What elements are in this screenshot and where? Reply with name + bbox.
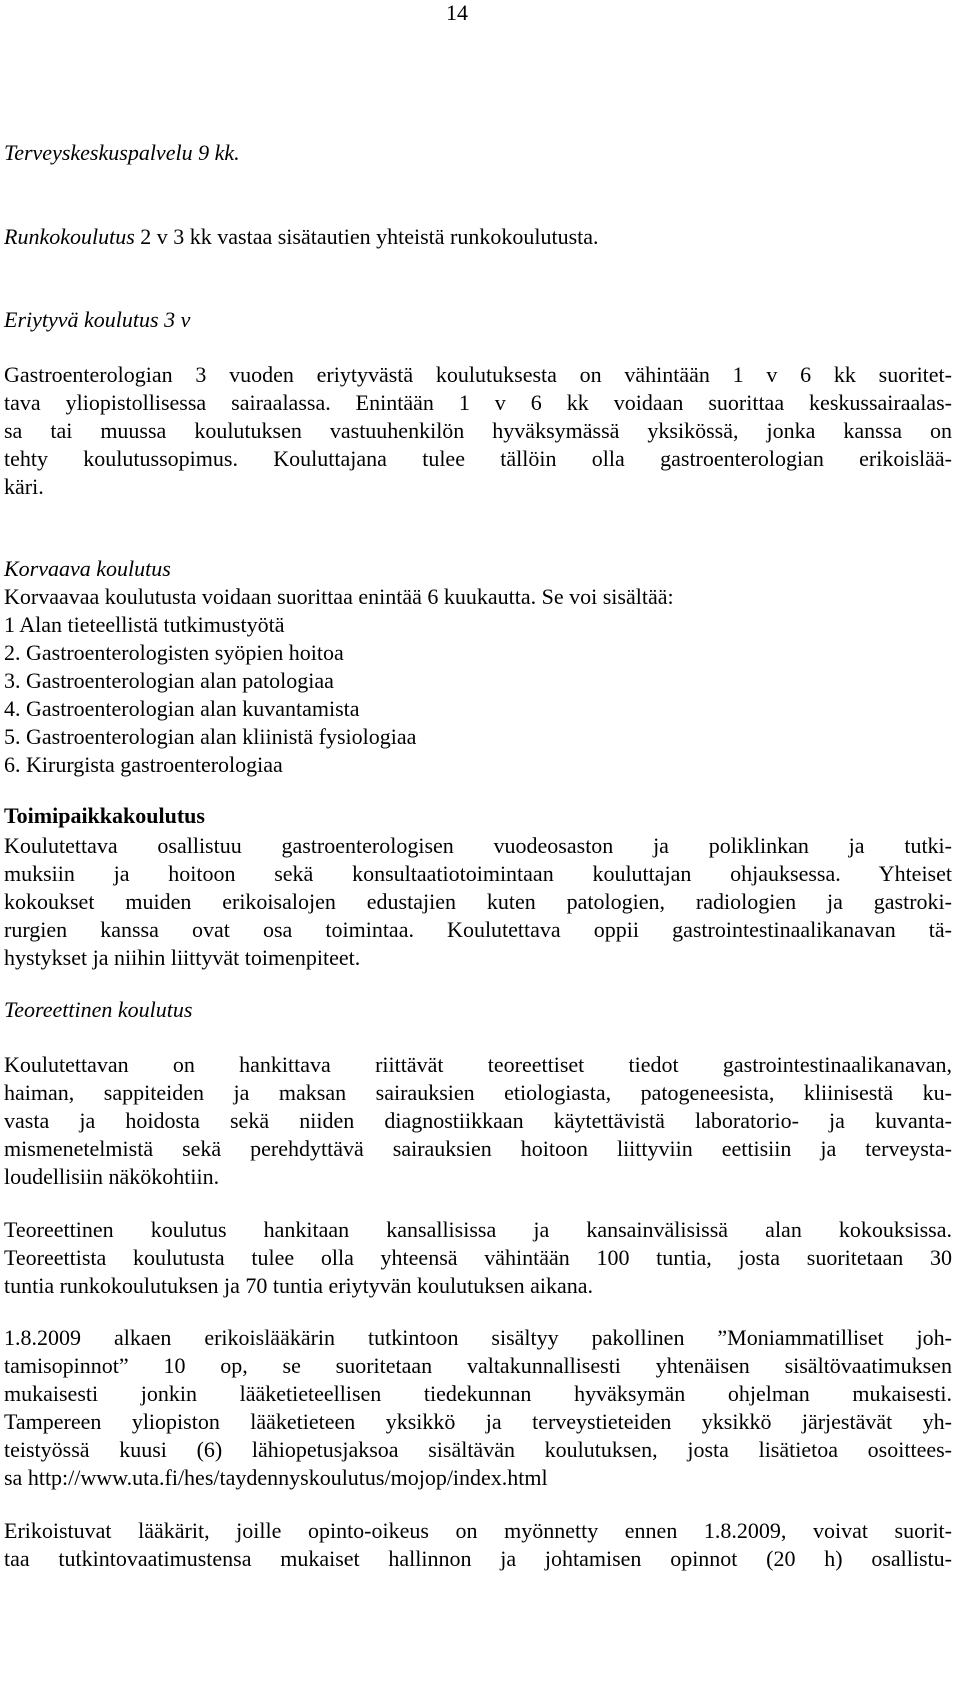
- paragraph-line: Tampereen yliopiston lääketieteen yksikkö ja terveystieteiden yksikkö järjestävät yh-: [4, 1409, 952, 1434]
- paragraph-line: loudellisiin näkökohtiin.: [4, 1164, 220, 1189]
- paragraph-line: rurgien kanssa ovat osa toimintaa. Koulutettava oppii gastrointestinaalikanavan tä-: [4, 917, 952, 942]
- list-item: 1 Alan tieteellistä tutkimustyötä: [4, 612, 285, 637]
- heading-runkokoulutus: Runkokoulutus: [4, 224, 135, 249]
- paragraph-line: teistyössä kuusi (6) lähiopetusjaksoa sisältävän koulutuksen, josta lisätietoa osoittees-: [4, 1437, 952, 1462]
- paragraph-line: Erikoistuvat lääkärit, joille opinto-oikeus on myönnetty ennen 1.8.2009, voivat suorit-: [4, 1518, 952, 1543]
- paragraph-line: taa tutkintovaatimustensa mukaiset hallinnon ja johtamisen opinnot (20 h) osallistu-: [4, 1546, 952, 1571]
- paragraph-line: hystykset ja niihin liittyvät toimenpiteet.: [4, 945, 361, 970]
- paragraph-line: tuntia runkokoulutuksen ja 70 tuntia eriytyvän koulutuksen aikana.: [4, 1273, 593, 1298]
- paragraph-line: vasta ja hoidosta sekä niiden diagnostiikkaan käytettävistä laboratorio- ja kuvanta-: [4, 1108, 952, 1133]
- heading-terveyskeskuspalvelu: Terveyskeskuspalvelu 9 kk.: [4, 140, 240, 165]
- paragraph-line: Teoreettista koulutusta tulee olla yhteensä vähintään 100 tuntia, josta suoritetaan 30: [4, 1245, 952, 1270]
- paragraph-line: tamisopinnot” 10 op, se suoritetaan valtakunnallisesti yhtenäisen sisältövaatimuksen: [4, 1353, 952, 1378]
- paragraph-line: sa tai muussa koulutuksen vastuuhenkilön hyväksymässä yksikössä, jonka kanssa on: [4, 418, 952, 443]
- runkokoulutus-line: [4, 224, 952, 250]
- url-line: sa http://www.uta.fi/hes/taydennyskoulutus/mojop/index.html: [4, 1465, 548, 1490]
- paragraph-line: mukaisesti jonkin lääketieteellisen tiedekunnan hyväksymän ohjelman mukaisesti.: [4, 1381, 952, 1406]
- heading-eriytyva: Eriytyvä koulutus 3 v: [4, 307, 191, 332]
- list-item: 3. Gastroenterologian alan patologiaa: [4, 668, 334, 693]
- heading-korvaava: Korvaava koulutus: [4, 556, 171, 581]
- paragraph-line: haiman, sappiteiden ja maksan sairauksien etiologiasta, patogeneesista, kliinisestä ku-: [4, 1080, 952, 1105]
- paragraph-line: Korvaavaa koulutusta voidaan suorittaa enintää 6 kuukautta. Se voi sisältää:: [4, 584, 674, 609]
- heading-toimipaikkakoulutus: Toimipaikkakoulutus: [4, 803, 205, 828]
- heading-teoreettinen: Teoreettinen koulutus: [4, 997, 193, 1022]
- list-item: 2. Gastroenterologisten syöpien hoitoa: [4, 640, 344, 665]
- paragraph-line: käri.: [4, 474, 44, 499]
- paragraph-line: 1.8.2009 alkaen erikoislääkärin tutkintoon sisältyy pakollinen ”Moniammatilliset joh-: [4, 1325, 952, 1350]
- paragraph-line: Teoreettinen koulutus hankitaan kansallisissa ja kansainvälisissä alan kokouksissa.: [4, 1217, 952, 1242]
- list-item: 5. Gastroenterologian alan kliinistä fysiologiaa: [4, 724, 417, 749]
- runkokoulutus-text: 2 v 3 kk vastaa sisätautien yhteistä runkokoulutusta.: [134, 224, 599, 249]
- paragraph-line: tava yliopistollisessa sairaalassa. Enintään 1 v 6 kk voidaan suorittaa keskussairaalas-: [4, 390, 952, 415]
- list-item: 4. Gastroenterologian alan kuvantamista: [4, 696, 360, 721]
- paragraph-line: kokoukset muiden erikoisalojen edustajien kuten patologien, radiologien ja gastroki-: [4, 889, 952, 914]
- paragraph-line: muksiin ja hoitoon sekä konsultaatiotoimintaan kouluttajan ohjauksessa. Yhteiset: [4, 861, 952, 886]
- list-item: 6. Kirurgista gastroenterologiaa: [4, 752, 283, 777]
- paragraph-line: tehty koulutussopimus. Kouluttajana tulee tällöin olla gastroenterologian erikoislää-: [4, 446, 952, 471]
- paragraph-line: Koulutettavan on hankittava riittävät teoreettiset tiedot gastrointestinaalikanavan,: [4, 1052, 952, 1077]
- paragraph-line: Koulutettava osallistuu gastroenterologisen vuodeosaston ja poliklinkan ja tutki-: [4, 833, 952, 858]
- page-number: 14: [446, 0, 468, 25]
- paragraph-line: Gastroenterologian 3 vuoden eriytyvästä koulutuksesta on vähintään 1 v 6 kk suoritet-: [4, 362, 952, 387]
- paragraph-line: mismenetelmistä sekä perehdyttävä sairauksien hoitoon liittyviin eettisiin ja terveysta-: [4, 1136, 952, 1161]
